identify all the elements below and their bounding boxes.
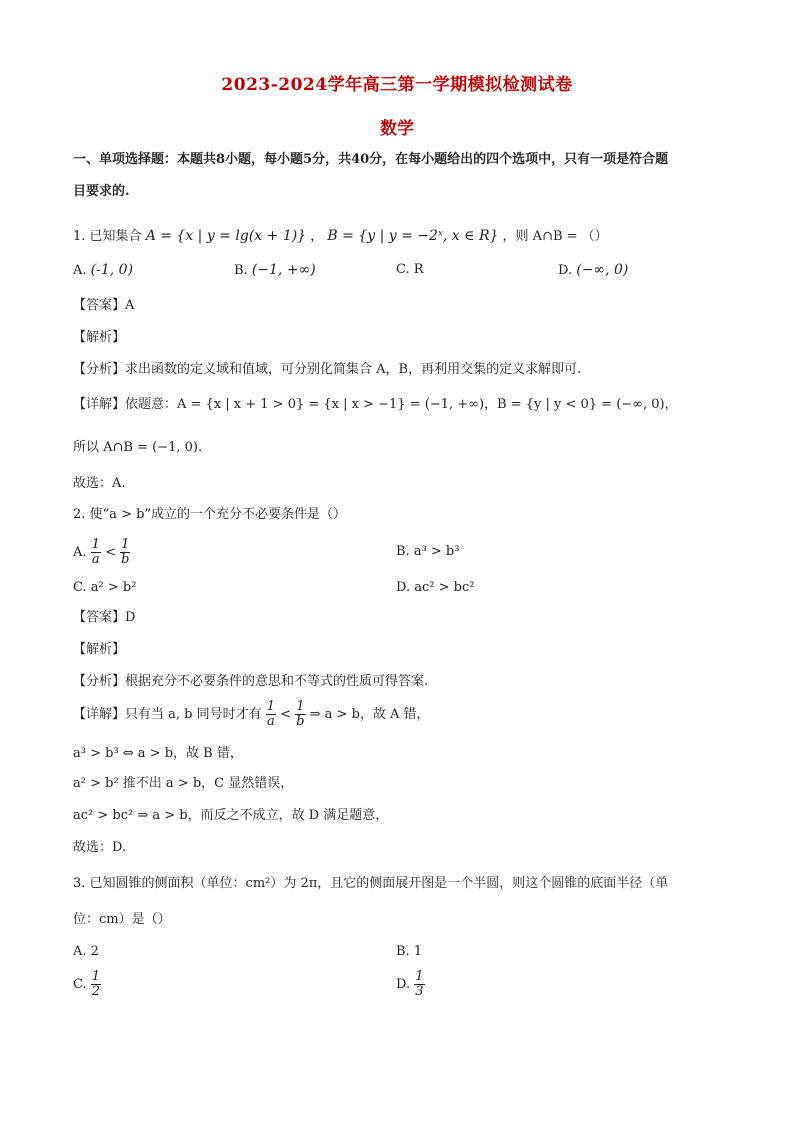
q3-option-d xyxy=(396,970,425,999)
q1-guxuan: 故选：A. xyxy=(73,476,126,491)
q1-prefix: 1. 已知集合 xyxy=(73,229,142,244)
q1-set-b: B = {y | y = −2ˣ, x ∈ R} xyxy=(327,228,499,244)
q1-option-d xyxy=(558,260,628,281)
q2-option-c: C. a² > b² xyxy=(73,580,137,595)
less-than-sign: < xyxy=(280,707,292,722)
fraction xyxy=(295,700,305,729)
fraction xyxy=(91,538,101,567)
fraction-denominator: b xyxy=(121,552,130,567)
q2-option-a xyxy=(73,538,130,567)
q1-stem xyxy=(73,226,608,247)
fraction-denominator: 3 xyxy=(415,984,424,999)
fraction-numerator: 1 xyxy=(415,969,424,984)
q2-line3: a² > b² 推不出 a > b，C 显然错误， xyxy=(73,776,294,791)
fraction-denominator: a xyxy=(267,714,275,729)
option-letter: C. xyxy=(396,262,410,277)
fraction-denominator: a xyxy=(91,552,100,567)
q1-fenxi: 【分析】求出函数的定义域和值域，可分别化简集合 A，B，再利用交集的定义求解即可. xyxy=(73,362,582,377)
q3-option-a: A. 2 xyxy=(73,944,99,959)
fraction-numerator: 1 xyxy=(91,969,101,984)
fraction-numerator: 1 xyxy=(296,699,305,714)
q1-tail: ，则 A∩B = （） xyxy=(502,229,608,244)
q2-stem: 2. 使“a > b”成立的一个充分不必要条件是（） xyxy=(73,507,347,522)
q2-option-b: B. a³ > b³ xyxy=(396,544,460,559)
q1-option-c xyxy=(396,260,424,280)
fraction-numerator: 1 xyxy=(121,537,130,552)
fraction xyxy=(266,700,276,729)
q3-stem-line2: 位：cm）是（） xyxy=(73,912,171,927)
q3-stem-line1: 3. 已知圆锥的侧面积（单位：cm²）为 2π，且它的侧面展开图是一个半圆，则这个圆锥的底面半径（单 xyxy=(73,876,669,891)
option-letter: D. xyxy=(558,263,573,278)
q1-analysis-label: 【解析】 xyxy=(73,330,126,345)
option-text: (-1, 0) xyxy=(90,262,134,278)
q1-option-a xyxy=(73,260,133,281)
fraction-denominator: b xyxy=(296,714,305,729)
option-letter: D. xyxy=(396,977,411,992)
xiangjie-suffix: ⇒ a > b，故 A 错， xyxy=(309,707,430,722)
q1-xiangjie: 【详解】依题意：A = {x | x + 1 > 0} = {x | x > −1} = (−1, +∞)，B = {y | y < 0} = (−∞, 0)， xyxy=(73,397,678,412)
option-text: (−∞, 0) xyxy=(576,262,629,278)
exam-title: 2023-2024学年高三第一学期模拟检测试卷 xyxy=(221,75,573,95)
subject-title: 数学 xyxy=(380,119,414,139)
section-heading-line2: 目要求的. xyxy=(73,184,130,199)
fraction xyxy=(120,538,130,567)
fraction xyxy=(91,970,101,999)
q2-line4: ac² > bc² ⇒ a > b，而反之不成立，故 D 满足题意， xyxy=(73,808,389,823)
q1-comma: ， xyxy=(310,229,324,244)
q3-option-c xyxy=(73,970,101,999)
q2-line2: a³ > b³ ⇔ a > b，故 B 错， xyxy=(73,746,243,761)
option-letter: B. xyxy=(234,263,248,278)
q2-answer: 【答案】D xyxy=(73,610,136,625)
q2-option-d: D. ac² > bc² xyxy=(396,580,475,595)
xiangjie-prefix: 【详解】只有当 a, b 同号时才有 xyxy=(73,707,262,722)
q1-answer: 【答案】A xyxy=(73,298,135,313)
option-text: (−1, +∞) xyxy=(251,262,316,278)
option-letter: C. xyxy=(73,977,87,992)
fraction-denominator: 2 xyxy=(91,984,101,999)
q3-option-b: B. 1 xyxy=(396,944,423,959)
option-text: R xyxy=(413,262,424,277)
q2-xiangjie xyxy=(73,700,430,729)
q1-set-a: A = {x | y = lg(x + 1)} xyxy=(145,228,307,244)
q1-suoyi: 所以 A∩B = (−1, 0). xyxy=(73,440,203,455)
less-than-sign: < xyxy=(105,545,116,560)
option-letter: A. xyxy=(73,263,87,278)
q2-guxuan: 故选：D. xyxy=(73,840,127,855)
fraction-numerator: 1 xyxy=(91,537,100,552)
q2-analysis-label: 【解析】 xyxy=(73,642,126,657)
section-heading-line1: 一、单项选择题：本题共8小题，每小题5分，共40分，在每小题给出的四个选项中，只有一项是符合题 xyxy=(73,152,669,167)
fraction-numerator: 1 xyxy=(266,699,276,714)
fraction xyxy=(414,970,424,999)
option-letter: A. xyxy=(73,545,87,560)
q1-option-b xyxy=(234,260,316,281)
q2-fenxi: 【分析】根据充分不必要条件的意思和不等式的性质可得答案. xyxy=(73,674,429,689)
